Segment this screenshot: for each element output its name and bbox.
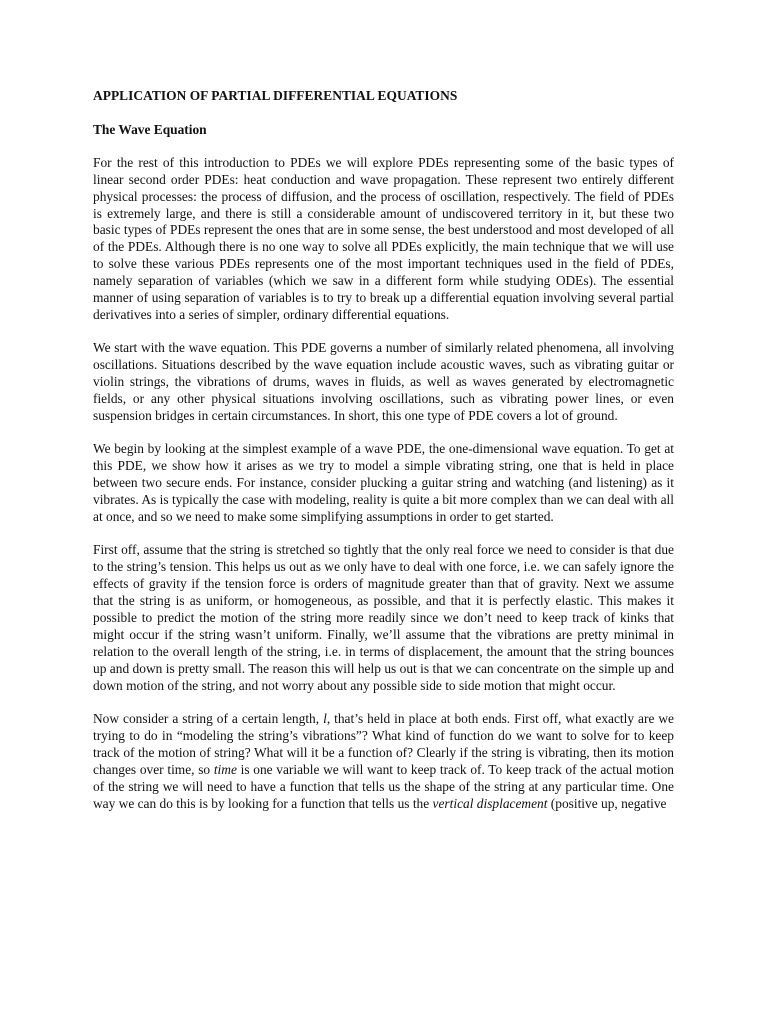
paragraph-assumptions: First off, assume that the string is stretched so tightly that the only real force we need to consider is that due to the string’s tension. This helps us out as we only have to deal with one force, i.e. we can safely ignore the effects of gravity if the tension force is orders of magnitude greater than that of gravity. Next we assume that the string is as uniform, or homogeneous, as possible, and that it is perfectly elastic. This makes it possible to predict the motion of the string more readily since we don’t need to keep track of kinks that might occur if the string wasn’t uniform. Finally, we’ll assume that the vibrations are pretty minimal in relation to the overall length of the string, i.e. in terms of displacement, the amount that the string bounces up and down is pretty small. The reason this will help us out is that we can concentrate on the simple up and down motion of the string, and not worry about any possible side to side motion that might occur. <box>93 542 674 693</box>
document-title: APPLICATION OF PARTIAL DIFFERENTIAL EQUATIONS <box>93 88 458 103</box>
italic-vertical-displacement: vertical displacement <box>432 795 548 811</box>
italic-time: time <box>213 761 237 777</box>
paragraph-intro: For the rest of this introduction to PDEs we will explore PDEs representing some of the basic types of linear second order PDEs: heat conduction and wave propagation. These represent two entirely different physical processes: the process of diffusion, and the process of oscillation, respectively. The field of PDEs is extremely large, and there is still a considerable amount of undiscovered territory in it, but these two basic types of PDEs represent the ones that are in some sense, the best understood and most developed of all of the PDEs. Although there is no one way to solve all PDEs explicitly, the main technique that we will use to solve these various PDEs represents one of the most important techniques used in the field of PDEs, namely separation of variables (which we saw in a different form while studying ODEs). The essential manner of using separation of variables is to try to break up a differential equation involving several partial derivatives into a series of simpler, ordinary differential equations. <box>93 154 674 322</box>
paragraph-text-segment: , that’s held in place at both ends. First off, what exactly are we trying to do in “modeling the string’s vibrations”? What kind of function do we want to solve for to keep track of the motion of string? What will it be a function of? Clearly if the string is vibrating, then its motion changes over time, so <box>93 711 674 777</box>
paragraph-string-length <box>93 711 674 812</box>
paragraph-wave-equation: We start with the wave equation. This PDE governs a number of similarly related phenomena, all involving oscillations. Situations described by the wave equation include acoustic waves, such as vibrating guitar or violin strings, the vibrations of drums, waves in fluids, as well as waves generated by electromagnetic fields, or any other physical situations involving oscillations, such as vibrating power lines, or even suspension bridges in certain circumstances. In short, this one type of PDE covers a lot of ground. <box>93 340 674 423</box>
document-page <box>93 88 674 829</box>
italic-variable-l: l <box>323 711 327 727</box>
paragraph-simplest-example: We begin by looking at the simplest example of a wave PDE, the one-dimensional wave equation. To get at this PDE, we show how it arises as we try to model a simple vibrating string, one that is held in place between two secure ends. For instance, consider plucking a guitar string and watching (and listening) as it vibrates. As is typically the case with modeling, reality is quite a bit more complex than we can deal with all at once, and so we need to make some simplifying assumptions in order to get started. <box>93 441 674 525</box>
section-heading: The Wave Equation <box>93 121 207 137</box>
paragraph-text-segment: Now consider a string of a certain length, <box>93 711 324 727</box>
paragraph-text-segment: is one variable we will want to keep track of. To keep track of the actual motion of the string we will need to have a function that tells us the shape of the string at any particular time. One way we can do this is by looking for a function that tells us the <box>93 761 674 811</box>
paragraph-text-segment: (positive up, negative <box>547 795 667 811</box>
